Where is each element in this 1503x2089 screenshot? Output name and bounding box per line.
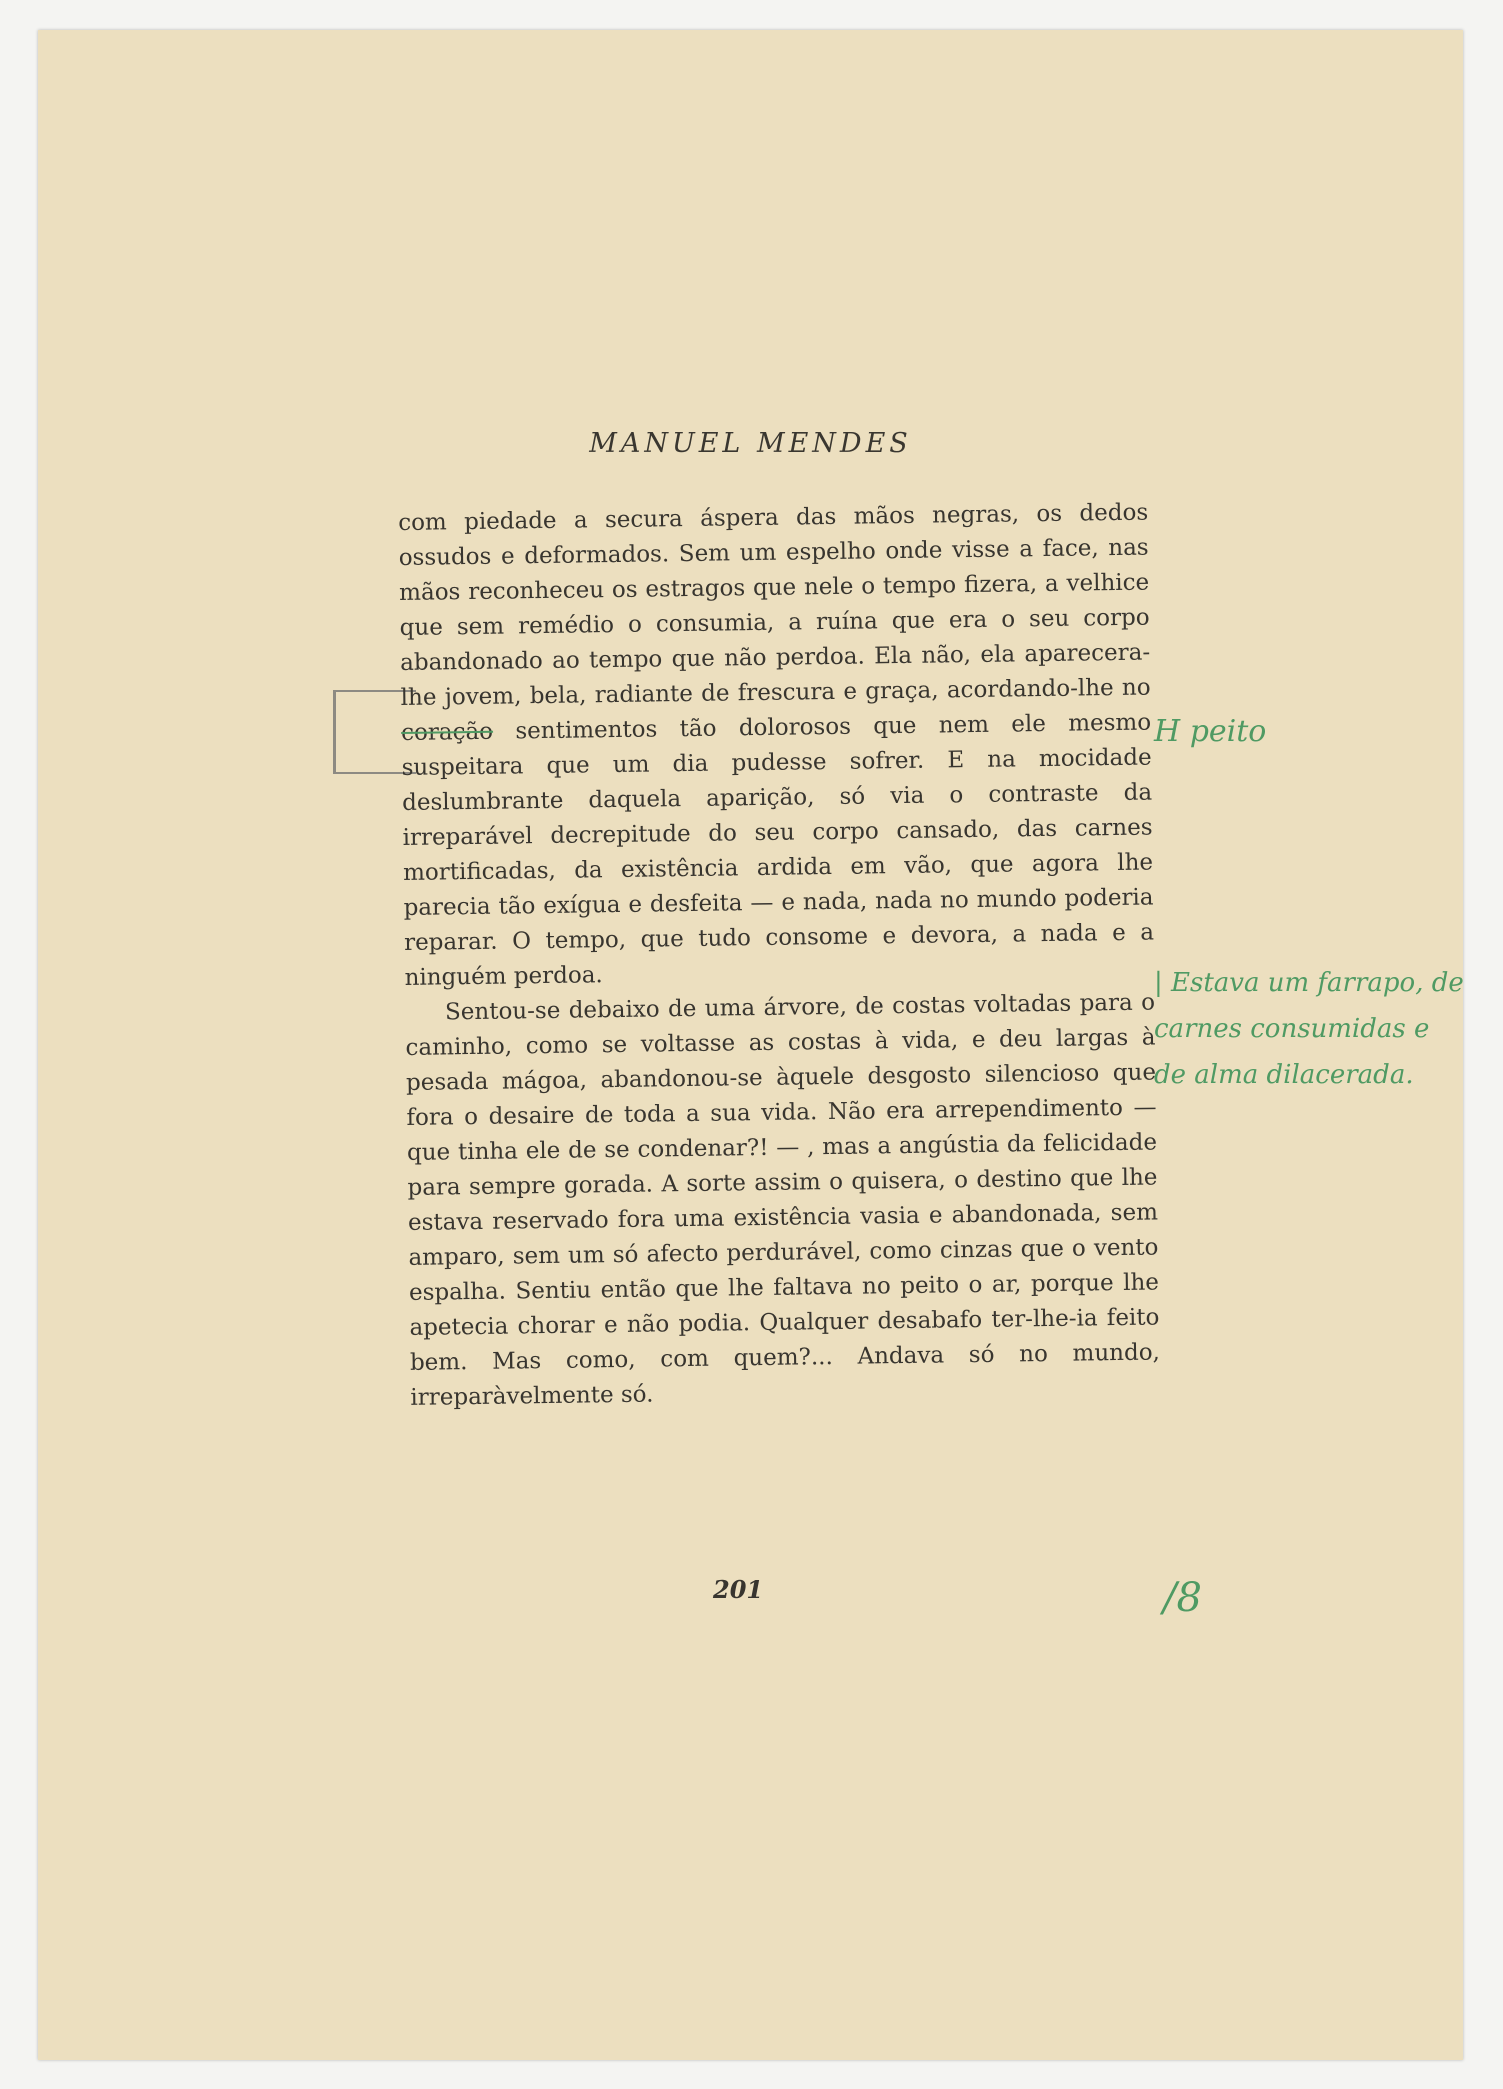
paragraph-1-end: sentimentos tão dolorosos que nem ele mesmo suspeitara que um dia pudesse sofrer. E na mocidade deslumbrante daquela aparição, só via o contraste da irreparável decrepitude do seu corpo cansado, das carnes mortificadas, da existência ardida em vão, que agora lhe parecia tão exígua e desfeita — e nada, nada no mundo poderia reparar. O tempo, que tudo consome e devora, a nada e a ninguém perdoa. (401, 709, 1155, 991)
struck-word: coração (400, 718, 494, 746)
paragraph-1 (398, 496, 1155, 996)
manuscript-page (38, 30, 1463, 2060)
paragraph-2: Sentou-se debaixo de uma árvore, de costas voltadas para o caminho, como se voltasse as costas à vida, e deu largas à pesada mágoa, abandonou-se àquele desgosto silencioso que fora o desaire de toda a sua vida. Não era arrependimento — que tinha ele de se condenar?! — , mas a angústia da felicidade para sempre gorada. A sorte assim o quisera, o destino que lhe estava reservado fora uma existência vasia e abandonada, sem amparo, sem um só afecto perdurável, como cinzas que o vento espalha. Sentiu então que lhe faltava no peito o ar, porque lhe apetecia chorar e não podia. Qualquer desabafo ter-lhe-ia feito bem. Mas como, com quem?... Andava só no mundo, irreparàvelmente só. (405, 989, 1161, 1411)
margin-note-peito: H peito (1154, 714, 1267, 749)
body-text (398, 496, 1161, 1416)
page-number: 201 (713, 1575, 764, 1604)
paragraph-1-start: com piedade a secura áspera das mãos negras, os dedos ossudos e deformados. Sem um espelho onde visse a face, nas mãos reconheceu os estragos que nele o tempo fizera, a velhice que sem remédio o consumia, a ruína que era o seu corpo abandonado ao tempo que não perdoa. Ela não, ela aparecera-lhe jovem, bela, radiante de frescura e graça, acordando-lhe no (398, 499, 1151, 711)
folio-number: /8 (1163, 1575, 1202, 1621)
margin-note-long: | Estava um farrapo, de carnes consumidas e de alma dilacerada. (1154, 968, 1464, 1090)
running-header: MANUEL MENDES (589, 428, 912, 459)
